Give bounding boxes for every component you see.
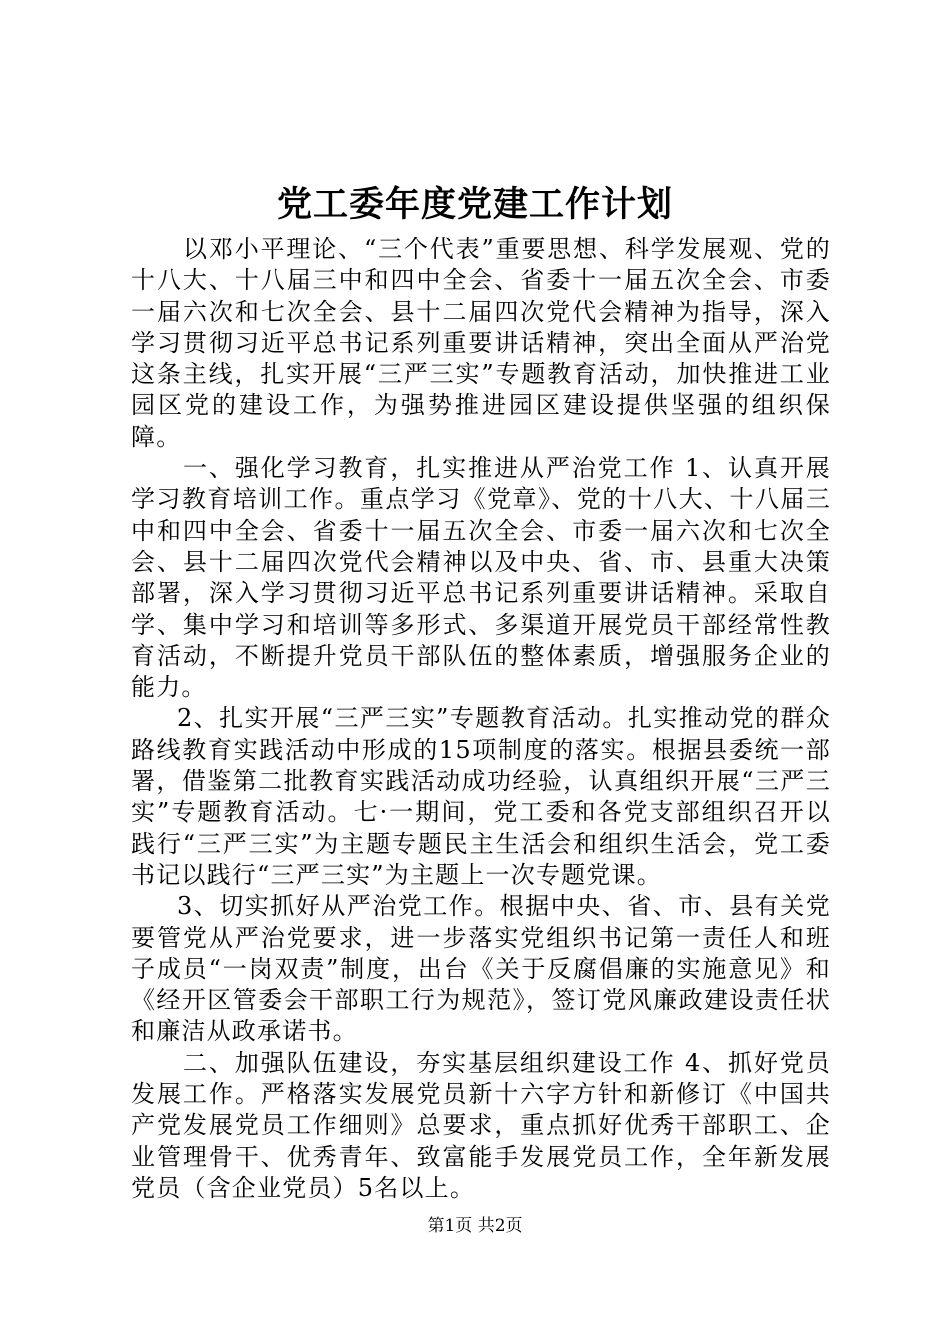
paragraph-section-2: 二、加强队伍建设，夯实基层组织建设工作 4、抓好党员发展工作。严格落实发展党员新十六字方针和新修订《中国共产党发展党员工作细则》总要求，重点抓好优秀干部职工、企业管理骨干、优秀青年、致富能手发展党员工作，全年新发展党员（含企业党员）5名以上。 <box>131 1048 831 1202</box>
paragraph-section-1: 一、强化学习教育，扎实推进从严治党工作 1、认真开展学习教育培训工作。重点学习《党章》、党的十八大、十八届三中和四中全会、省委十一届五次全会、市委一届六次和七次全会、县十二届四次党代会精神以及中央、省、市、县重大决策部署，深入学习贯彻习近平总书记系列重要讲话精神。采取自学、集中学习和培训等多形式、多渠道开展党员干部经常性教育活动，不断提升党员干部队伍的整体素质，增强服务企业的能力。 <box>131 454 831 702</box>
paragraph-item-2: 2、扎实开展“三严三实”专题教育活动。扎实推动党的群众路线教育实践活动中形成的15项制度的落实。根据县委统一部署，借鉴第二批教育实践活动成功经验，认真组织开展“三严三实”专题教育活动。七·一期间，党工委和各党支部组织召开以践行“三严三实”为主题专题民主生活会和组织生活会，党工委书记以践行“三严三实”为主题上一次专题党课。 <box>131 704 831 889</box>
document-title: 党工委年度党建工作计划 <box>276 184 673 225</box>
page-footer: 第1页 共2页 <box>427 1216 523 1236</box>
paragraph-intro: 以邓小平理论、“三个代表”重要思想、科学发展观、党的十八大、十八届三中和四中全会、省委十一届五次全会、市委一届六次和七次全会、县十二届四次党代会精神为指导，深入学习贯彻习近平总书记系列重要讲话精神，突出全面从严治党这条主线，扎实开展“三严三实”专题教育活动，加快推进工业园区党的建设工作，为强势推进园区建设提供坚强的组织保障。 <box>131 235 831 451</box>
paragraph-item-3: 3、切实抓好从严治党工作。根据中央、省、市、县有关党要管党从严治党要求，进一步落实党组织书记第一责任人和班子成员“一岗双责”制度，出台《关于反腐倡廉的实施意见》和《经开区管委会干部职工行为规范》，签订党风廉政建设责任状和廉洁从政承诺书。 <box>131 892 831 1046</box>
document-body <box>131 234 831 1204</box>
